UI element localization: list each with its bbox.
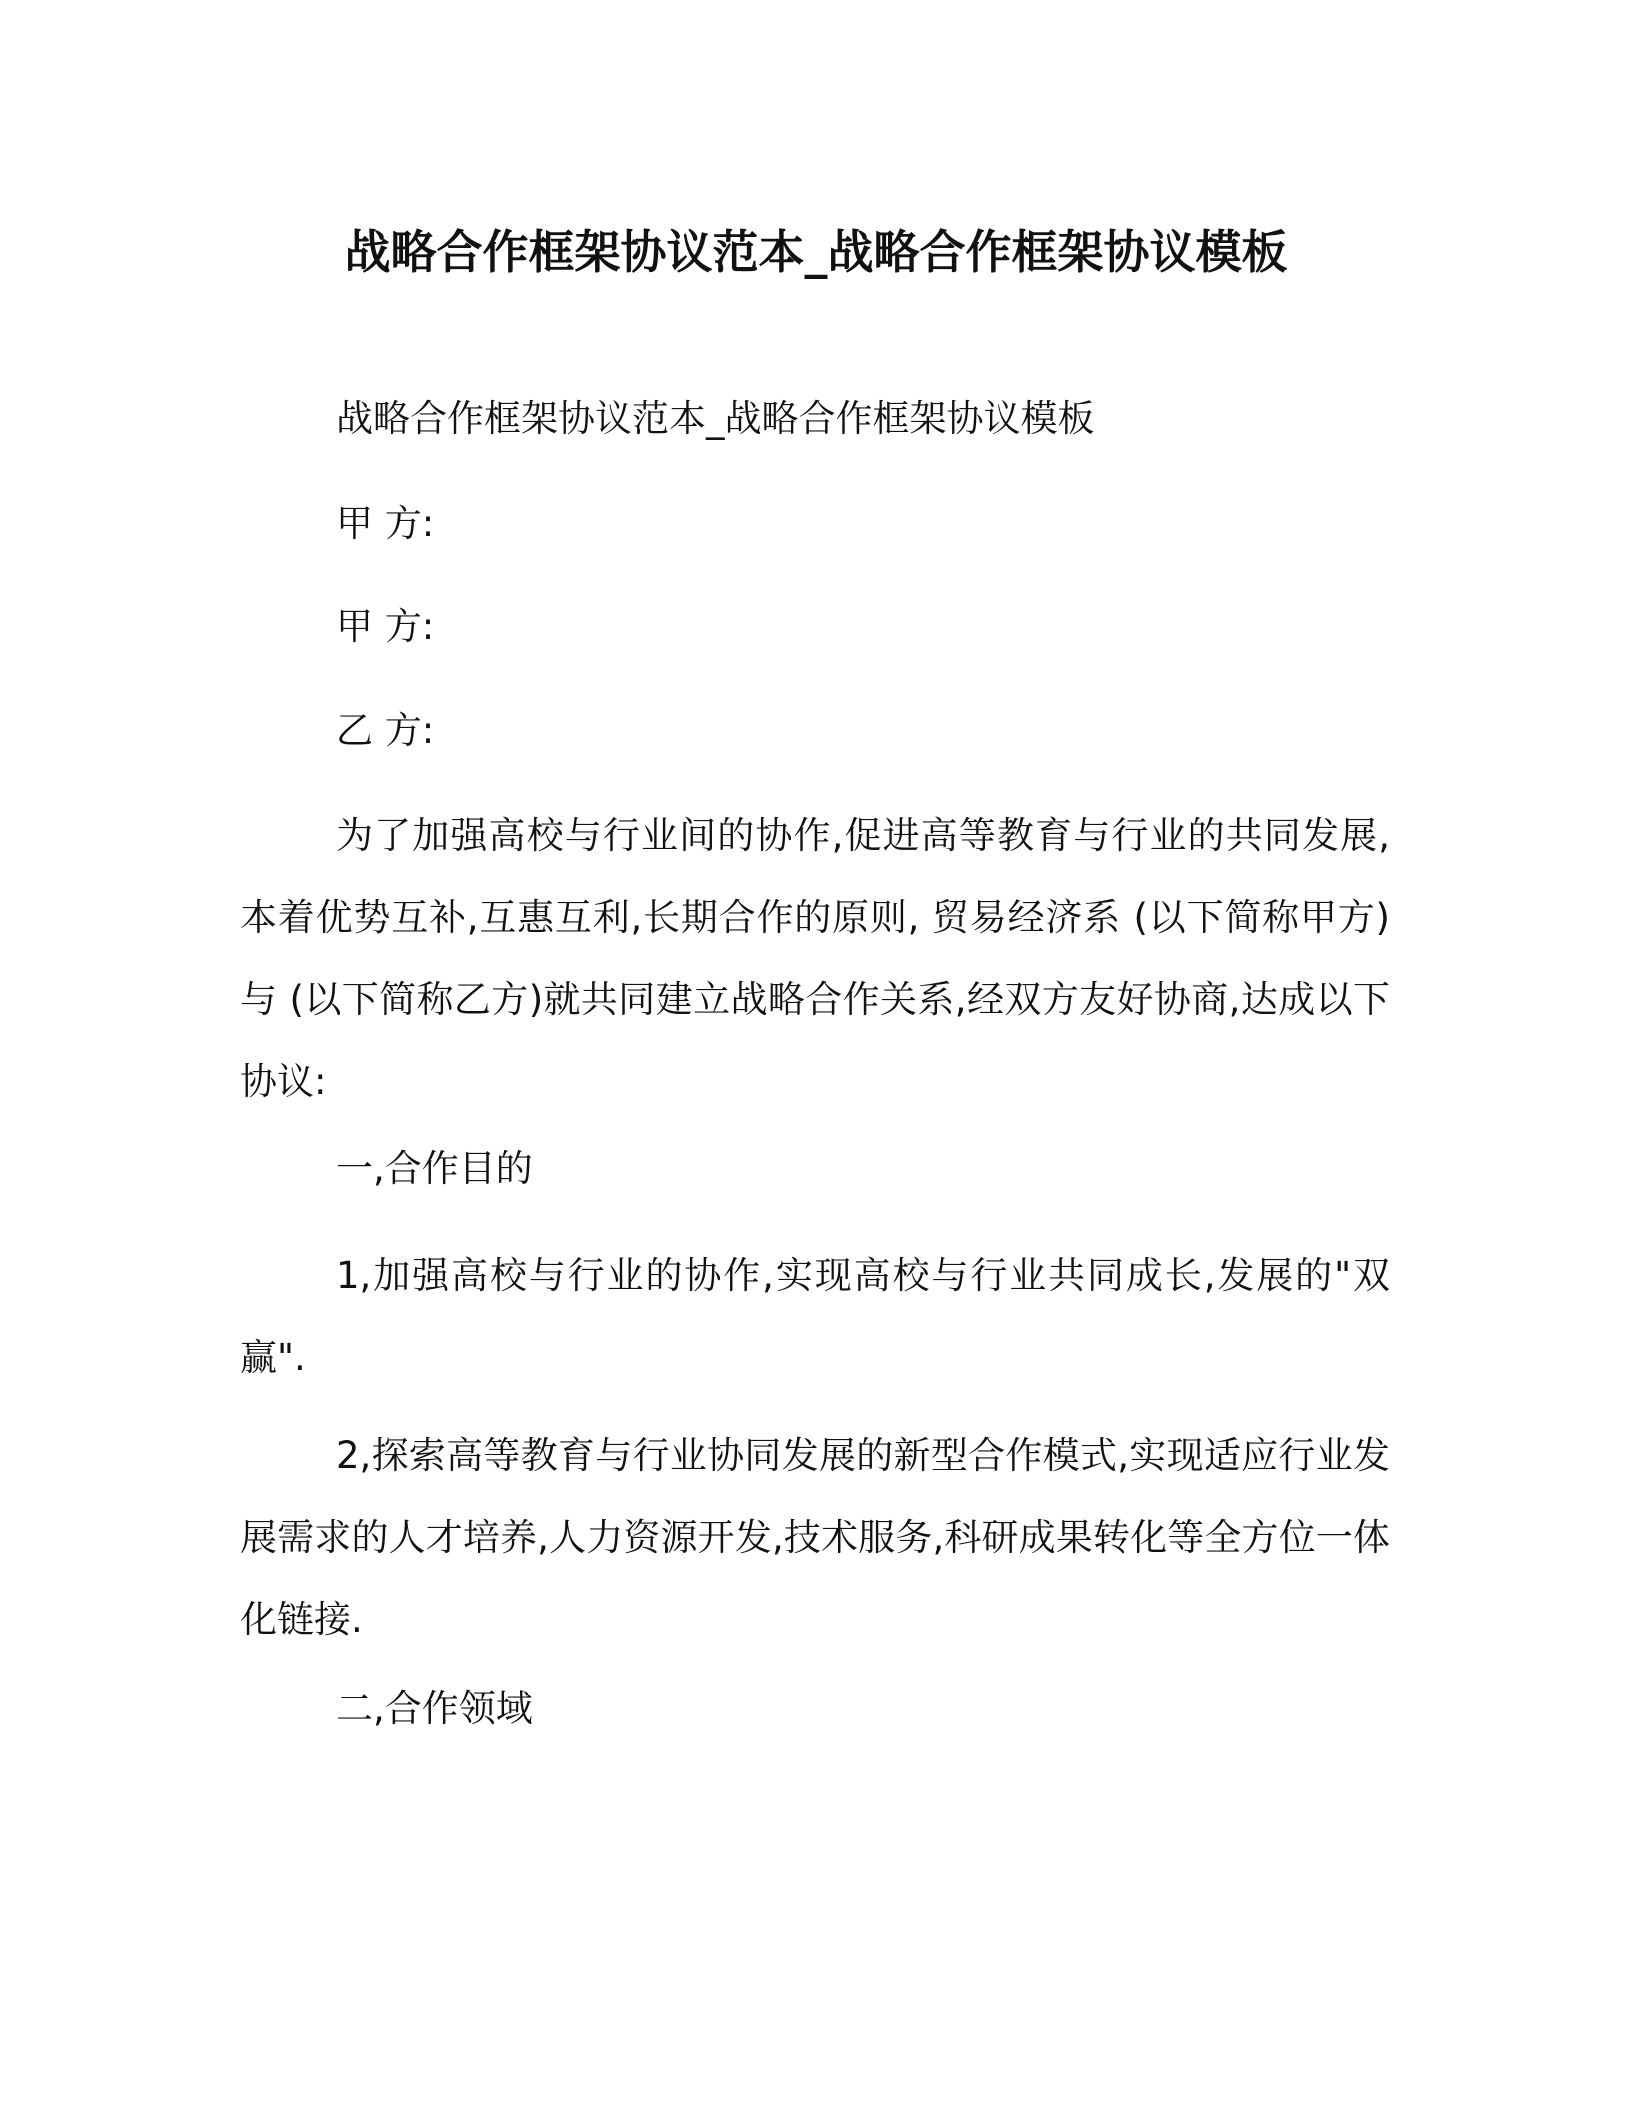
party-a-label-repeat: 甲 方: [336, 605, 435, 648]
intro-paragraph: 为了加强高校与行业间的协作,促进高等教育与行业的共同发展,本着优势互补,互惠互利,长期合作的原则, 贸易经济系 (以下简称甲方)与 (以下简称乙方)就共同建立战略合作关系,经双方友好协商,达成以下协议: [240, 814, 1390, 1103]
document-subtitle: 战略合作框架协议范本_战略合作框架协议模板 [336, 397, 1095, 440]
section-heading-purpose: 一,合作目的 [336, 1147, 533, 1190]
party-a-label: 甲 方: [336, 502, 435, 545]
party-b-label: 乙 方: [336, 709, 435, 752]
section-heading-fields: 二,合作领域 [336, 1687, 533, 1730]
purpose-item-1: 1,加强高校与行业的协作,实现高校与行业共同成长,发展的"双赢". [240, 1254, 1390, 1379]
document-title: 战略合作框架协议范本_战略合作框架协议模板 [344, 225, 1288, 279]
purpose-item-2: 2,探索高等教育与行业协同发展的新型合作模式,实现适应行业发展需求的人才培养,人力资源开发,技术服务,科研成果转化等全方位一体化链接. [240, 1434, 1390, 1641]
